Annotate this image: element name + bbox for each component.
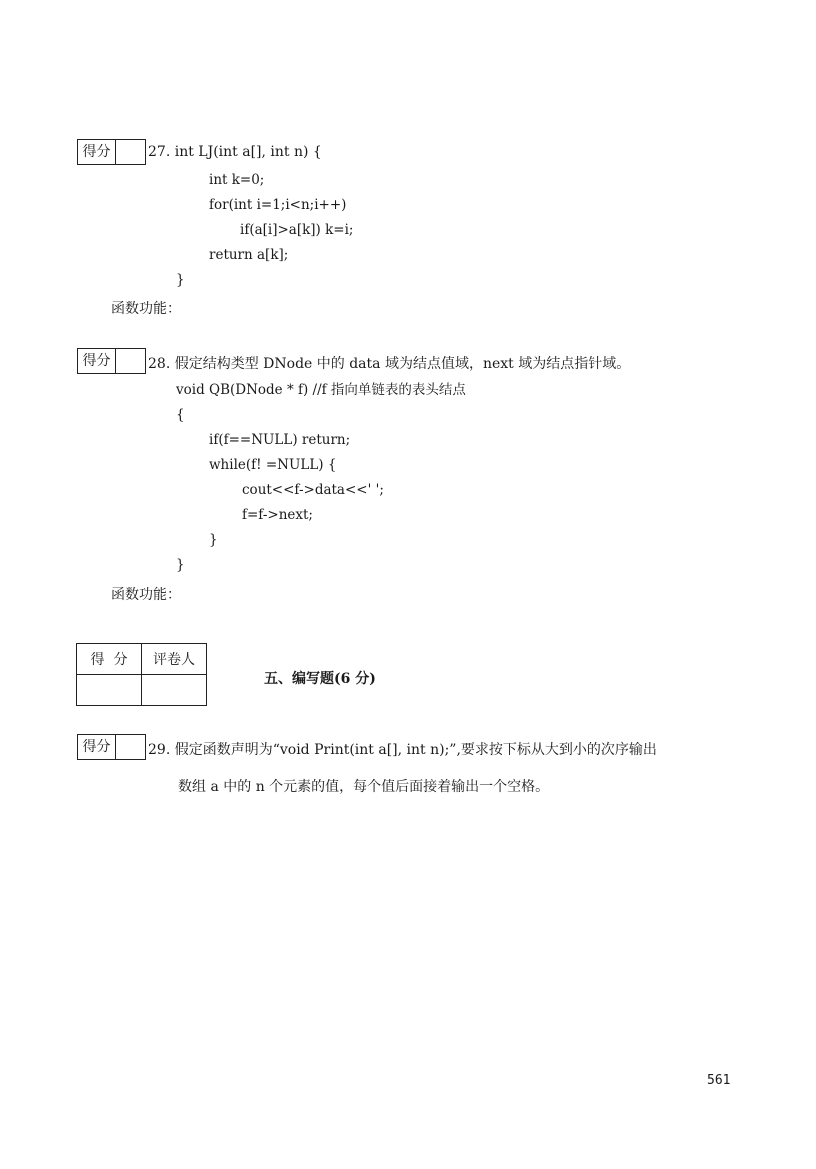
grade-table-grader-cell bbox=[142, 675, 207, 706]
q28-answer-label: 函数功能： bbox=[111, 587, 181, 603]
q29-line2: 数组 a 中的 n 个元素的值，每个值后面接着输出一个空格。 bbox=[178, 779, 550, 795]
grade-table-score-header: 得 分 bbox=[77, 644, 142, 675]
score-label: 得分 bbox=[78, 735, 116, 759]
grade-table-score-cell bbox=[77, 675, 142, 706]
score-box-q27 bbox=[77, 139, 146, 165]
q28-code-line: while(f! =NULL) { bbox=[209, 457, 337, 473]
score-blank bbox=[116, 140, 145, 164]
grade-table-grader-header: 评卷人 bbox=[142, 644, 207, 675]
q27-code-line: } bbox=[176, 272, 185, 288]
q27-code-line: int k=0; bbox=[209, 172, 265, 188]
q29-line1: 29. 假定函数声明为“void Print(int a[], int n);”,要求按下标从大到小的次序输出 bbox=[148, 742, 657, 758]
q28-code-line: f=f->next; bbox=[242, 507, 313, 523]
q28-code-line: } bbox=[209, 532, 218, 548]
q28-code-line: } bbox=[176, 557, 185, 573]
q27-answer-label: 函数功能： bbox=[111, 301, 181, 317]
score-label: 得分 bbox=[78, 349, 116, 373]
q28-code-line: void QB(DNode * f) //f 指向单链表的表头结点 bbox=[176, 382, 466, 398]
q28-header: 28. 假定结构类型 DNode 中的 data 域为结点值域，next 域为结点指针域。 bbox=[148, 356, 631, 372]
score-box-q28 bbox=[77, 348, 146, 374]
q28-code-line: if(f==NULL) return; bbox=[209, 432, 351, 448]
score-label: 得分 bbox=[78, 140, 116, 164]
q27-code-line: return a[k]; bbox=[209, 247, 289, 263]
page-number: 561 bbox=[707, 1073, 731, 1088]
q27-code-line: if(a[i]>a[k]) k=i; bbox=[240, 222, 354, 238]
q27-header: 27. int LJ(int a[], int n) { bbox=[148, 144, 322, 160]
score-blank bbox=[116, 349, 145, 373]
score-blank bbox=[116, 735, 145, 759]
q28-code-line: { bbox=[176, 407, 185, 423]
q27-code-line: for(int i=1;i<n;i++) bbox=[209, 197, 347, 213]
score-box-q29 bbox=[77, 734, 146, 760]
grade-table bbox=[76, 643, 207, 706]
q28-code-line: cout<<f->data<<' '; bbox=[242, 482, 384, 498]
section-title: 五、编写题(6 分) bbox=[264, 671, 376, 687]
